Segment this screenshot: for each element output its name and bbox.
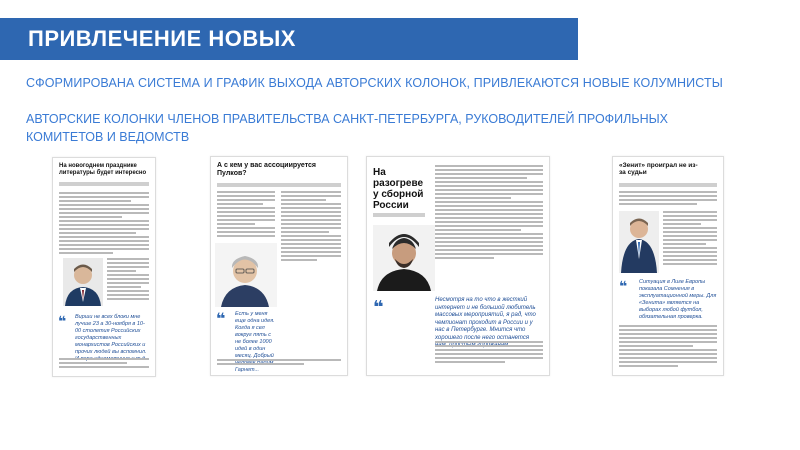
newspaper-clipping-2 [210, 156, 348, 376]
pull-quote: Ситуация в Лиге Европы показала Сомнения в эксплуатационной меры. Для «Зенита» является на выборах любой футбол, обязательная проверка. [639, 279, 717, 320]
article-text [217, 191, 275, 239]
pull-quote: Несмотря на то что в жесткий интернет и не большой любитель массовых мероприятий, я рад, что чемпионат проходит в России и у нас в Петербурге. Мнится что хорошего после него останется [435, 297, 536, 341]
pull-quote: Вирши не всех блоки мне лучше 23 а 30-ноября в 10-00 столетия Российских государственных монархистов Российских и прочих людей вы вспомнил. [75, 314, 147, 355]
newspaper-clipping-4 [612, 156, 724, 376]
portrait-photo [215, 243, 277, 307]
article-text [619, 325, 717, 369]
byline [217, 183, 341, 187]
article-text [435, 341, 543, 365]
portrait-photo [619, 211, 659, 273]
clipping-title: А с кем у вас ассоциируется Пулков? [217, 162, 317, 177]
byline [373, 213, 425, 217]
article-text [217, 359, 341, 367]
title-banner [0, 18, 578, 60]
quote-mark-icon: ❝ [373, 297, 384, 318]
article-text [435, 165, 543, 261]
quote-mark-icon: ❝ [58, 314, 67, 330]
clipping-title: На новогоднем празднике литературы будет интересно [59, 163, 147, 176]
article-text [59, 358, 149, 370]
portrait-photo [373, 225, 435, 291]
clipping-title: На разогреве у сборной России [373, 167, 424, 211]
headline: СФОРМИРОВАНА СИСТЕМА И ГРАФИК ВЫХОДА АВТОРСКИХ КОЛОНОК, ПРИВЛЕКАЮТСЯ НОВЫЕ КОЛУМНИСТЫ [26, 76, 723, 90]
article-text [619, 191, 717, 207]
pull-quote: Есть у меня еще одна идея. Когда я сел вокруг пять с не более 1000 идей в один месяц. Добрый Гарнет... [235, 311, 275, 373]
clipping-title: «Зенит» проиграл не из-за судьи [619, 162, 698, 177]
subheadline: АВТОРСКИЕ КОЛОНКИ ЧЛЕНОВ ПРАВИТЕЛЬСТВА САНКТ-ПЕТЕРБУРГА, РУКОВОДИТЕЛЕЙ ПРОФИЛЬНЫХ КОМИТЕТОВ И ВЕДОМСТВ [26, 112, 669, 144]
slide-title: ПРИВЛЕЧЕНИЕ НОВЫХ [28, 26, 296, 51]
article-text [281, 191, 341, 263]
byline [619, 183, 717, 187]
article-text [107, 258, 149, 302]
byline [59, 182, 149, 186]
article-text [663, 211, 717, 267]
quote-mark-icon: ❝ [216, 309, 226, 328]
newspaper-clipping-3 [366, 156, 550, 376]
article-text [59, 192, 149, 256]
quote-mark-icon: ❝ [619, 279, 628, 295]
newspaper-clipping-1 [52, 157, 156, 377]
portrait-photo [63, 258, 103, 306]
